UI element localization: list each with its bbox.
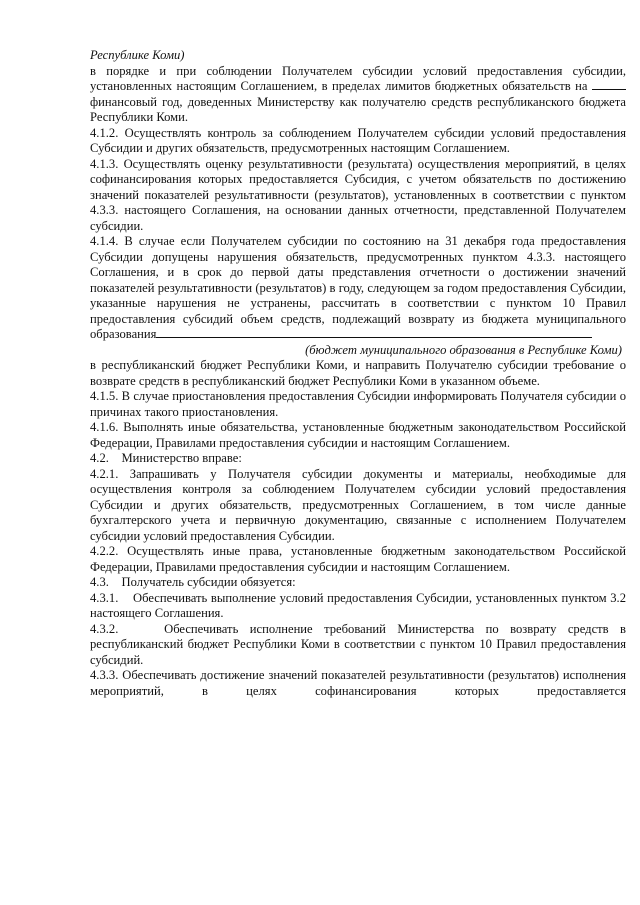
document-page <box>90 48 630 699</box>
municipality-budget-note: (бюджет муниципального образования в Республике Коми) <box>305 342 622 357</box>
paragraph-budget-limits-text-2: финансовый год, доведенных Министерству как получателю средств республиканского бюджета Республики Коми. <box>90 94 626 124</box>
clause-4-1-4: 4.1.4. В случае если Получателем субсидии по состоянию на 31 декабря года предоставления Субсидии допущены нарушения обязательств, предусмотренных пунктом 4.3.3. настоящего Соглашения, и в срок до первой даты представления отчетности о достижении значений показателей результативности (результатов) в году, следующем за годом предоставления Субсидии, указанные нарушения не устранены, рассчитать в соответствии с пунктом 10 Правил предоставления субсидий объем средств, подлежащий возврату из бюджета муниципального <box>90 234 626 326</box>
municipality-blank-field <box>156 327 592 338</box>
clause-4-3-1: 4.3.1. Обеспечивать выполнение условий предоставления Субсидии, установленных пунктом 3.2 настоящего Соглашения. <box>90 590 630 620</box>
paragraph-region-continuation: Республике Коми) <box>90 48 185 62</box>
clause-4-1-4-continuation: в республиканский бюджет Республики Коми, и направить Получателю субсидии требование о возврате средств в республиканский бюджет Республики Коми в указанном объеме. <box>90 358 626 388</box>
clause-4-2-1: 4.2.1. Запрашивать у Получателя субсидии документы и материалы, необходимые для осуществления контроля за соблюдением Получателем субсидии условий предоставления Субсидии и других обязательств, предусмотренных Соглашением, в том числе данные бухгалтерского учета и первичную документацию, связанные с исполнением Получателем субсидии условий предоставления Субсидии. <box>90 466 626 543</box>
municipality-label: образования <box>90 327 157 341</box>
clause-4-2-2: 4.2.2. Осуществлять иные права, установленные бюджетным законодательством Российской Федерации, Правилами предоставления субсидии и настоящим Соглашением. <box>90 544 626 574</box>
clause-4-1-6: 4.1.6. Выполнять иные обязательства, установленные бюджетным законодательством Российской Федерации, Правилами предоставления субсидии и настоящим Соглашением. <box>90 420 626 450</box>
clause-4-1-4-municipality-line <box>90 327 626 343</box>
clause-4-2-heading: 4.2. Министерство вправе: <box>90 451 242 465</box>
clause-4-3-heading: 4.3. Получатель субсидии обязуется: <box>90 575 296 589</box>
clause-4-3-2: 4.3.2. Обеспечивать исполнение требований Министерства по возврату средств в республиканский бюджет Республики Коми в соответствии с пунктом 10 Правил предоставления субсидий. <box>90 621 630 667</box>
clause-4-1-5: 4.1.5. В случае приостановления предоставления Субсидии информировать Получателя субсидии о причинах такого приостановления. <box>90 389 626 419</box>
paragraph-budget-limits-text-1: в порядке и при соблюдении Получателем субсидии условий предоставления субсидии, установленных настоящим Соглашением, в пределах лимитов бюджетных обязательств на <box>90 63 626 93</box>
paragraph-budget-limits <box>90 64 626 126</box>
clause-4-1-2: 4.1.2. Осуществлять контроль за соблюдением Получателем субсидии условий предоставления Субсидии и других обязательств, предусмотренных настоящим Соглашением. <box>90 125 626 155</box>
clause-4-1-3: 4.1.3. Осуществлять оценку результативности (результата) осуществления мероприятий, в целях софинансирования которых предоставляется Субсидия, с учетом обязательств по достижению значений показателей результативности (результатов), установленных в соответствии с пунктом 4.3.3. настоящего Соглашения, на основании данных отчетности, представленной Получателем субсидии. <box>90 156 626 233</box>
year-blank-field <box>592 79 626 90</box>
clause-4-3-3: 4.3.3. Обеспечивать достижение значений показателей результативности (результатов) исполнения мероприятий, в целях софинансирования которых предоставляется <box>90 668 626 698</box>
